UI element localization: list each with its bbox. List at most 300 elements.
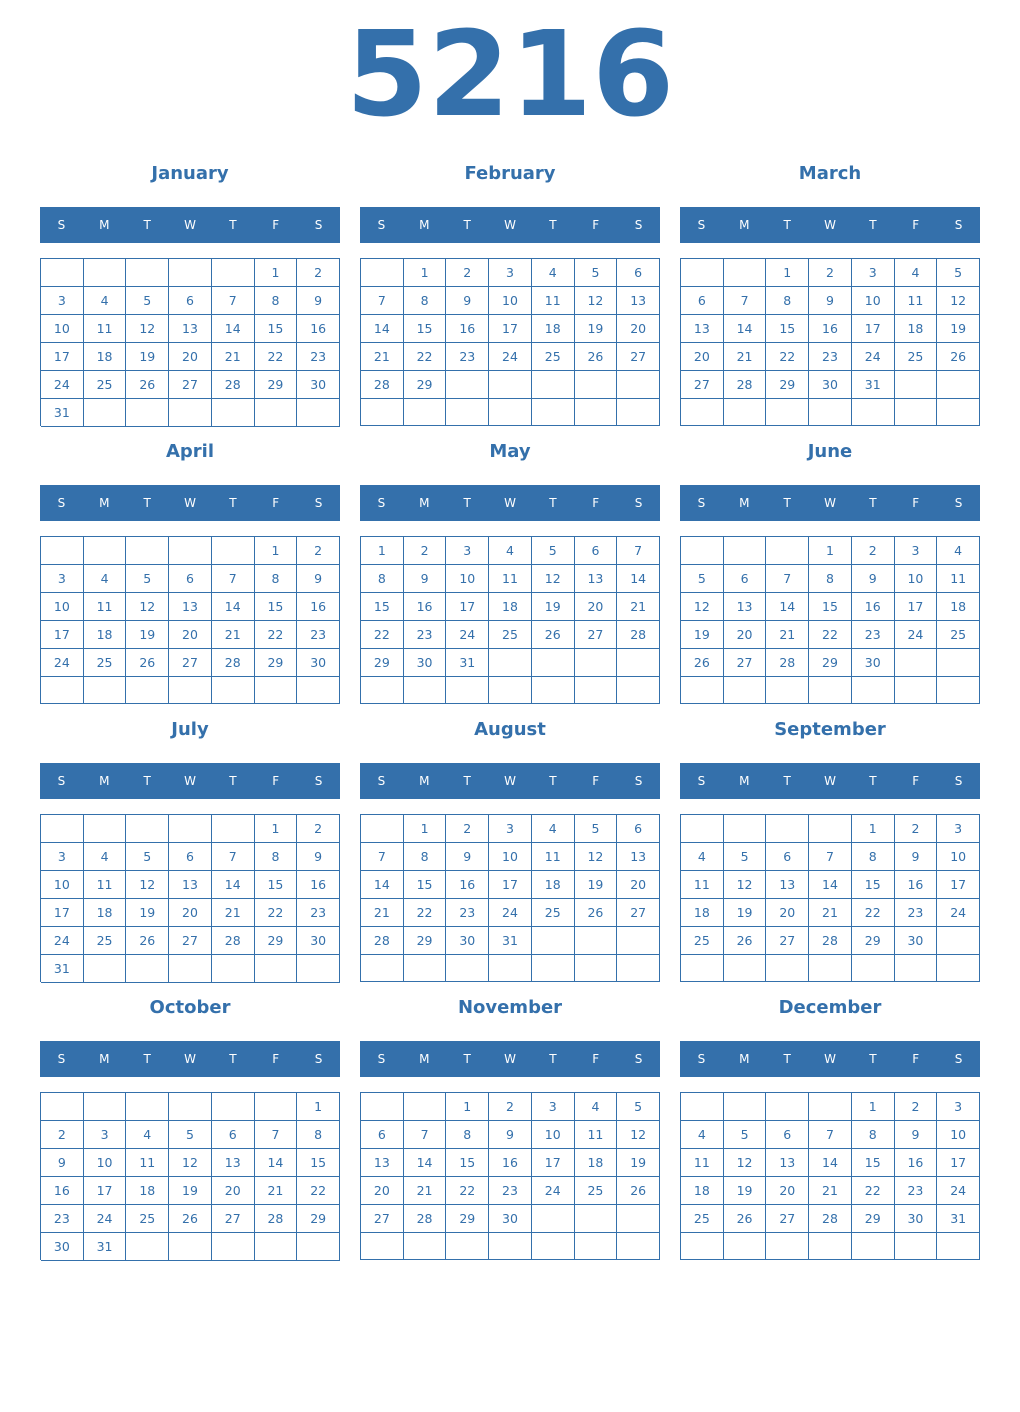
weekday-label: T [143,1052,151,1066]
empty-cell [404,677,447,704]
day-cell: 1 [809,537,852,565]
empty-cell [617,649,660,677]
day-cell: 13 [575,565,618,593]
day-cell: 22 [255,899,298,927]
day-cell: 9 [297,565,340,593]
day-cell: 20 [575,593,618,621]
day-grid [40,1092,340,1260]
empty-cell [41,259,84,287]
day-cell: 18 [681,1177,724,1205]
empty-cell [212,1233,255,1261]
weekday-label: S [954,218,963,232]
day-cell: 30 [297,927,340,955]
empty-cell [681,815,724,843]
day-cell: 14 [361,871,404,899]
day-cell: 29 [255,371,298,399]
weekday-label: S [57,1052,66,1066]
empty-cell [937,677,980,704]
empty-cell [852,1233,895,1260]
day-cell: 5 [724,1121,767,1149]
empty-cell [575,371,618,399]
weekday-header [360,485,660,521]
empty-cell [255,399,298,427]
day-cell: 8 [446,1121,489,1149]
day-cell: 26 [126,649,169,677]
day-cell: 3 [895,537,938,565]
empty-cell [489,1233,532,1260]
empty-cell [361,677,404,704]
day-cell: 11 [532,287,575,315]
day-cell: 8 [852,843,895,871]
day-cell: 19 [724,899,767,927]
day-cell: 1 [404,815,447,843]
day-cell: 14 [617,565,660,593]
empty-cell [532,399,575,426]
day-cell: 28 [212,649,255,677]
empty-cell [255,677,298,704]
empty-cell [169,537,212,565]
empty-cell [361,399,404,426]
day-cell: 25 [937,621,980,649]
day-cell: 11 [575,1121,618,1149]
day-cell: 24 [937,1177,980,1205]
day-cell: 7 [809,843,852,871]
empty-cell [724,955,767,982]
day-cell: 4 [489,537,532,565]
day-grid [360,258,660,426]
weekday-label: M [739,496,750,510]
day-cell: 18 [126,1177,169,1205]
day-cell: 23 [489,1177,532,1205]
empty-cell [532,955,575,982]
day-cell: 27 [766,1205,809,1233]
day-cell: 15 [766,315,809,343]
day-cell: 31 [41,399,84,427]
empty-cell [809,677,852,704]
day-cell: 5 [575,815,618,843]
day-cell: 16 [446,871,489,899]
weekday-label: T [549,218,557,232]
day-cell: 30 [41,1233,84,1261]
day-cell: 27 [212,1205,255,1233]
empty-cell [169,815,212,843]
empty-cell [212,677,255,704]
day-grid [40,536,340,704]
weekday-label: T [229,774,237,788]
weekday-label: T [229,496,237,510]
day-cell: 3 [937,815,980,843]
empty-cell [852,677,895,704]
day-cell: 22 [766,343,809,371]
day-cell: 6 [212,1121,255,1149]
day-cell: 11 [681,871,724,899]
weekday-label: S [314,218,323,232]
empty-cell [937,399,980,426]
day-cell: 22 [852,1177,895,1205]
day-cell: 27 [169,649,212,677]
empty-cell [255,1233,298,1261]
day-cell: 18 [937,593,980,621]
day-cell: 20 [169,621,212,649]
day-cell: 20 [169,899,212,927]
day-cell: 13 [212,1149,255,1177]
day-cell: 30 [809,371,852,399]
weekday-label: F [272,496,280,510]
weekday-header [40,763,340,799]
weekday-label: W [824,1052,836,1066]
day-cell: 7 [212,287,255,315]
day-cell: 13 [617,287,660,315]
empty-cell [724,677,767,704]
day-cell: 18 [84,621,127,649]
empty-cell [404,955,447,982]
empty-cell [575,955,618,982]
day-cell: 2 [297,815,340,843]
empty-cell [895,649,938,677]
empty-cell [126,537,169,565]
weekday-label: W [504,496,516,510]
day-cell: 5 [126,843,169,871]
empty-cell [489,399,532,426]
empty-cell [575,649,618,677]
month-name: May [489,441,531,462]
day-cell: 3 [489,259,532,287]
empty-cell [84,677,127,704]
month-name: October [149,997,231,1018]
day-cell: 5 [126,565,169,593]
weekday-label: S [954,774,963,788]
empty-cell [84,815,127,843]
day-cell: 1 [446,1093,489,1121]
day-cell: 24 [41,927,84,955]
empty-cell [169,955,212,983]
day-cell: 15 [809,593,852,621]
day-cell: 15 [404,315,447,343]
day-cell: 16 [297,315,340,343]
empty-cell [766,677,809,704]
empty-cell [297,955,340,983]
day-cell: 31 [937,1205,980,1233]
day-cell: 9 [489,1121,532,1149]
day-cell: 11 [84,315,127,343]
day-cell: 30 [489,1205,532,1233]
weekday-label: F [272,218,280,232]
day-cell: 17 [937,871,980,899]
day-cell: 6 [361,1121,404,1149]
day-cell: 4 [895,259,938,287]
empty-cell [724,537,767,565]
day-cell: 27 [766,927,809,955]
day-cell: 29 [446,1205,489,1233]
day-cell: 15 [361,593,404,621]
day-cell: 10 [532,1121,575,1149]
day-cell: 5 [126,287,169,315]
day-cell: 21 [212,343,255,371]
day-cell: 29 [404,371,447,399]
day-cell: 10 [84,1149,127,1177]
day-cell: 8 [766,287,809,315]
day-cell: 26 [532,621,575,649]
empty-cell [126,677,169,704]
day-cell: 22 [809,621,852,649]
day-cell: 21 [404,1177,447,1205]
day-cell: 24 [489,899,532,927]
day-cell: 4 [681,1121,724,1149]
empty-cell [895,371,938,399]
day-cell: 8 [404,287,447,315]
day-cell: 4 [532,815,575,843]
weekday-label: T [143,218,151,232]
empty-cell [212,537,255,565]
day-cell: 29 [809,649,852,677]
empty-cell [937,371,980,399]
empty-cell [766,537,809,565]
day-cell: 2 [489,1093,532,1121]
weekday-label: T [549,496,557,510]
month-name: January [151,163,229,184]
day-cell: 28 [404,1205,447,1233]
empty-cell [617,371,660,399]
day-cell: 13 [169,593,212,621]
day-cell: 21 [724,343,767,371]
day-cell: 6 [169,287,212,315]
day-cell: 16 [895,1149,938,1177]
day-cell: 7 [212,565,255,593]
day-cell: 14 [212,593,255,621]
day-cell: 31 [852,371,895,399]
day-cell: 4 [126,1121,169,1149]
empty-cell [126,259,169,287]
day-cell: 23 [895,1177,938,1205]
empty-cell [681,399,724,426]
day-cell: 8 [255,843,298,871]
day-cell: 12 [937,287,980,315]
empty-cell [361,815,404,843]
day-cell: 21 [212,621,255,649]
day-cell: 12 [681,593,724,621]
day-cell: 25 [575,1177,618,1205]
day-cell: 24 [895,621,938,649]
day-cell: 16 [809,315,852,343]
day-grid [360,536,660,704]
weekday-header [360,1041,660,1077]
day-cell: 17 [446,593,489,621]
day-cell: 14 [404,1149,447,1177]
day-cell: 2 [809,259,852,287]
empty-cell [809,399,852,426]
empty-cell [404,1233,447,1260]
day-cell: 26 [724,1205,767,1233]
day-cell: 10 [937,843,980,871]
weekday-label: W [504,218,516,232]
weekday-label: M [739,218,750,232]
day-cell: 19 [126,621,169,649]
day-cell: 19 [126,899,169,927]
empty-cell [852,399,895,426]
day-cell: 17 [489,315,532,343]
empty-cell [126,955,169,983]
day-cell: 18 [84,899,127,927]
day-cell: 24 [532,1177,575,1205]
day-cell: 11 [937,565,980,593]
day-cell: 21 [809,899,852,927]
weekday-label: S [314,774,323,788]
empty-cell [724,1233,767,1260]
weekday-label: S [697,774,706,788]
day-cell: 17 [852,315,895,343]
day-cell: 13 [724,593,767,621]
weekday-label: S [377,1052,386,1066]
day-cell: 8 [404,843,447,871]
day-cell: 5 [681,565,724,593]
weekday-label: M [99,496,110,510]
empty-cell [404,399,447,426]
day-cell: 14 [766,593,809,621]
day-cell: 20 [724,621,767,649]
day-cell: 21 [212,899,255,927]
weekday-label: T [143,774,151,788]
day-cell: 12 [617,1121,660,1149]
day-cell: 17 [937,1149,980,1177]
day-cell: 2 [852,537,895,565]
empty-cell [255,955,298,983]
empty-cell [169,677,212,704]
weekday-header [40,485,340,521]
day-cell: 16 [852,593,895,621]
month-name: April [165,441,215,462]
day-cell: 28 [255,1205,298,1233]
day-cell: 24 [41,649,84,677]
empty-cell [532,1205,575,1233]
day-cell: 19 [532,593,575,621]
empty-cell [895,955,938,982]
empty-cell [41,677,84,704]
day-cell: 27 [169,371,212,399]
weekday-label: S [954,1052,963,1066]
day-cell: 7 [361,287,404,315]
day-cell: 15 [255,593,298,621]
day-cell: 10 [489,287,532,315]
month-name: November [457,997,563,1018]
day-cell: 13 [766,1149,809,1177]
day-cell: 24 [41,371,84,399]
day-cell: 9 [446,843,489,871]
day-cell: 6 [766,1121,809,1149]
day-cell: 2 [446,815,489,843]
day-cell: 25 [84,371,127,399]
day-cell: 17 [41,343,84,371]
day-cell: 7 [724,287,767,315]
day-cell: 15 [404,871,447,899]
weekday-label: W [824,774,836,788]
day-cell: 30 [297,649,340,677]
day-cell: 17 [41,621,84,649]
day-cell: 7 [212,843,255,871]
weekday-label: T [549,774,557,788]
day-cell: 23 [41,1205,84,1233]
day-cell: 2 [446,259,489,287]
empty-cell [489,955,532,982]
day-cell: 20 [766,1177,809,1205]
weekday-label: S [57,218,66,232]
weekday-label: S [634,496,643,510]
day-cell: 11 [84,871,127,899]
day-cell: 9 [41,1149,84,1177]
weekday-label: S [57,774,66,788]
day-cell: 12 [126,593,169,621]
weekday-label: T [783,496,791,510]
day-cell: 26 [937,343,980,371]
empty-cell [766,955,809,982]
day-cell: 10 [41,315,84,343]
weekday-label: M [419,496,430,510]
empty-cell [297,1233,340,1261]
empty-cell [681,259,724,287]
empty-cell [532,371,575,399]
day-cell: 20 [169,343,212,371]
weekday-label: T [463,774,471,788]
day-cell: 19 [169,1177,212,1205]
weekday-label: F [912,1052,920,1066]
day-cell: 19 [575,871,618,899]
weekday-label: T [463,218,471,232]
day-grid [360,1092,660,1260]
day-cell: 20 [212,1177,255,1205]
empty-cell [809,1233,852,1260]
weekday-label: W [504,774,516,788]
day-cell: 1 [297,1093,340,1121]
day-cell: 18 [575,1149,618,1177]
day-cell: 13 [361,1149,404,1177]
day-cell: 25 [532,343,575,371]
day-cell: 27 [617,899,660,927]
day-cell: 6 [724,565,767,593]
day-cell: 3 [532,1093,575,1121]
day-cell: 27 [361,1205,404,1233]
empty-cell [361,1233,404,1260]
day-cell: 10 [937,1121,980,1149]
day-cell: 22 [404,899,447,927]
day-cell: 28 [766,649,809,677]
month-name: August [474,719,546,740]
day-cell: 9 [297,287,340,315]
day-cell: 28 [617,621,660,649]
empty-cell [937,649,980,677]
day-cell: 28 [724,371,767,399]
weekday-label: M [99,774,110,788]
day-cell: 8 [361,565,404,593]
weekday-label: T [869,218,877,232]
day-cell: 15 [852,871,895,899]
weekday-header [680,485,980,521]
weekday-label: T [463,496,471,510]
day-cell: 18 [532,315,575,343]
month-name: July [171,719,209,740]
day-cell: 28 [212,371,255,399]
day-cell: 13 [617,843,660,871]
weekday-header [360,207,660,243]
day-cell: 23 [895,899,938,927]
day-grid [680,1092,980,1260]
day-cell: 12 [169,1149,212,1177]
empty-cell [84,1093,127,1121]
day-cell: 22 [446,1177,489,1205]
month-name: December [778,997,882,1018]
day-cell: 10 [895,565,938,593]
weekday-label: T [549,1052,557,1066]
day-grid [40,258,340,426]
day-cell: 17 [489,871,532,899]
